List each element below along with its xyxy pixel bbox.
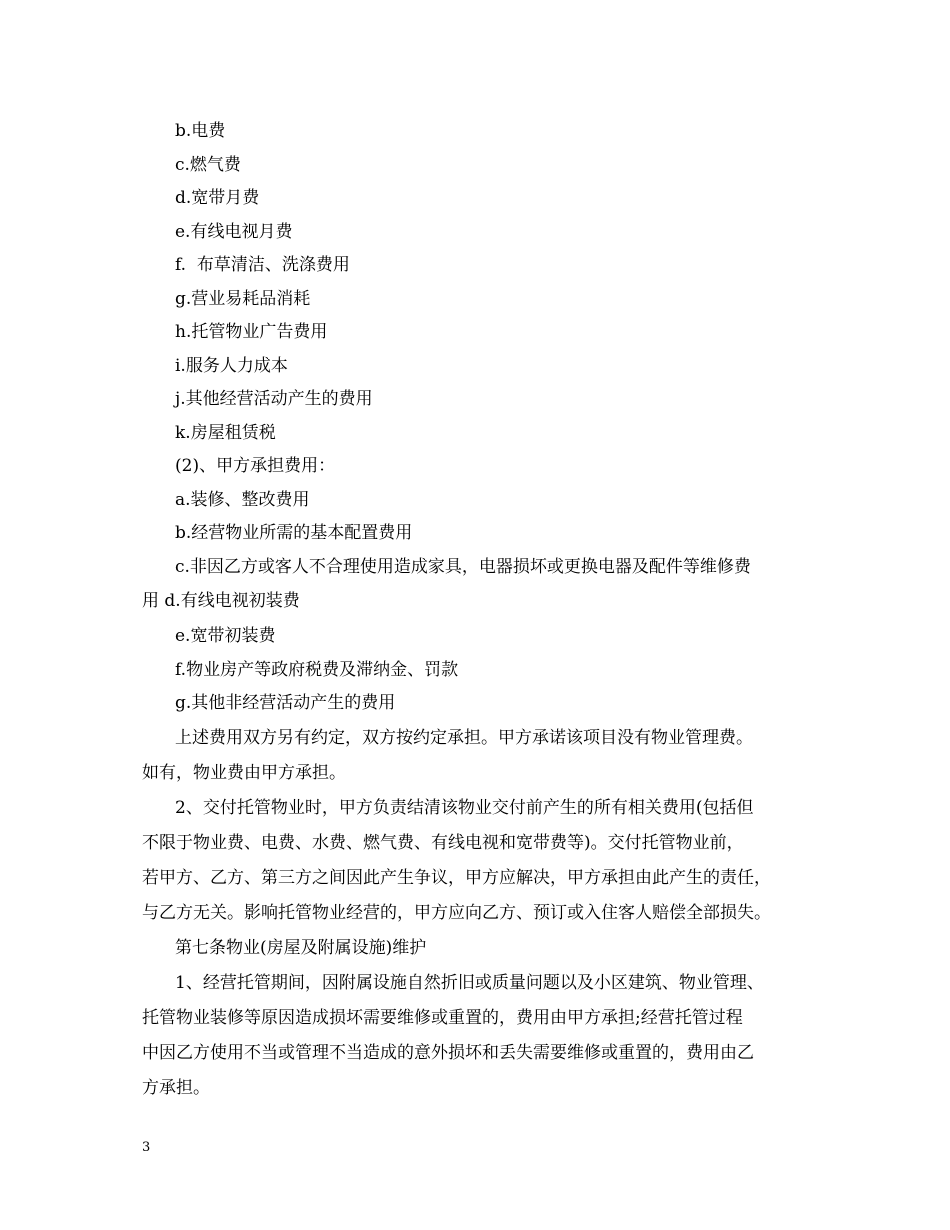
text-line: 中因乙方使用不当或管理不当造成的意外损坏和丢失需要维修或重置的，费用由乙: [142, 1043, 754, 1063]
text-line: 托管物业装修等原因造成损坏需要维修或重置的，费用由甲方承担;经营托管过程: [142, 1008, 743, 1028]
section-heading: (2)、甲方承担费用：: [175, 456, 336, 476]
text-line: 不限于物业费、电费、水费、燃气费、有线电视和宽带费等)。交付托管物业前，: [142, 833, 744, 853]
page-number: 3: [142, 1140, 151, 1155]
text-line: e.宽带初装费: [175, 626, 276, 646]
text-line: 如有，物业费由甲方承担。: [142, 763, 346, 783]
text-line: j.其他经营活动产生的费用: [175, 389, 373, 409]
text-line: c.燃气费: [175, 155, 241, 175]
text-line: 方承担。: [142, 1078, 210, 1098]
text-line: 用 d.有线电视初装费: [142, 591, 300, 611]
text-line: f. 布草清洁、洗涤费用: [175, 255, 350, 275]
text-line: h.托管物业广告费用: [175, 322, 328, 342]
text-line: b.电费: [175, 121, 226, 141]
article-heading: 第七条物业(房屋及附属设施)维护: [175, 938, 427, 958]
text-line: 1、经营托管期间，因附属设施自然折旧或质量问题以及小区建筑、物业管理、: [175, 973, 764, 993]
text-line: a.装修、整改费用: [175, 490, 310, 510]
text-line: g.营业易耗品消耗: [175, 289, 311, 309]
text-line: k.房屋租赁税: [175, 423, 276, 443]
text-line: 若甲方、乙方、第三方之间因此产生争议，甲方应解决，甲方承担由此产生的责任，: [142, 868, 771, 888]
text-line: e.有线电视月费: [175, 222, 293, 242]
text-line: f.物业房产等政府税费及滞纳金、罚款: [175, 660, 459, 680]
text-line: c.非因乙方或客人不合理使用造成家具，电器损坏或更换电器及配件等维修费: [175, 557, 751, 577]
text-line: g.其他非经营活动产生的费用: [175, 693, 396, 713]
text-line: d.宽带月费: [175, 188, 260, 208]
text-line: 2、交付托管物业时，甲方负责结清该物业交付前产生的所有相关费用(包括但: [175, 798, 754, 818]
text-line: b.经营物业所需的基本配置费用: [175, 523, 413, 543]
text-line: 与乙方无关。影响托管物业经营的，甲方应向乙方、预订或入住客人赔偿全部损失。: [142, 903, 771, 923]
text-line: 上述费用双方另有约定，双方按约定承担。甲方承诺该项目没有物业管理费。: [175, 728, 753, 748]
text-line: i.服务人力成本: [175, 356, 288, 376]
